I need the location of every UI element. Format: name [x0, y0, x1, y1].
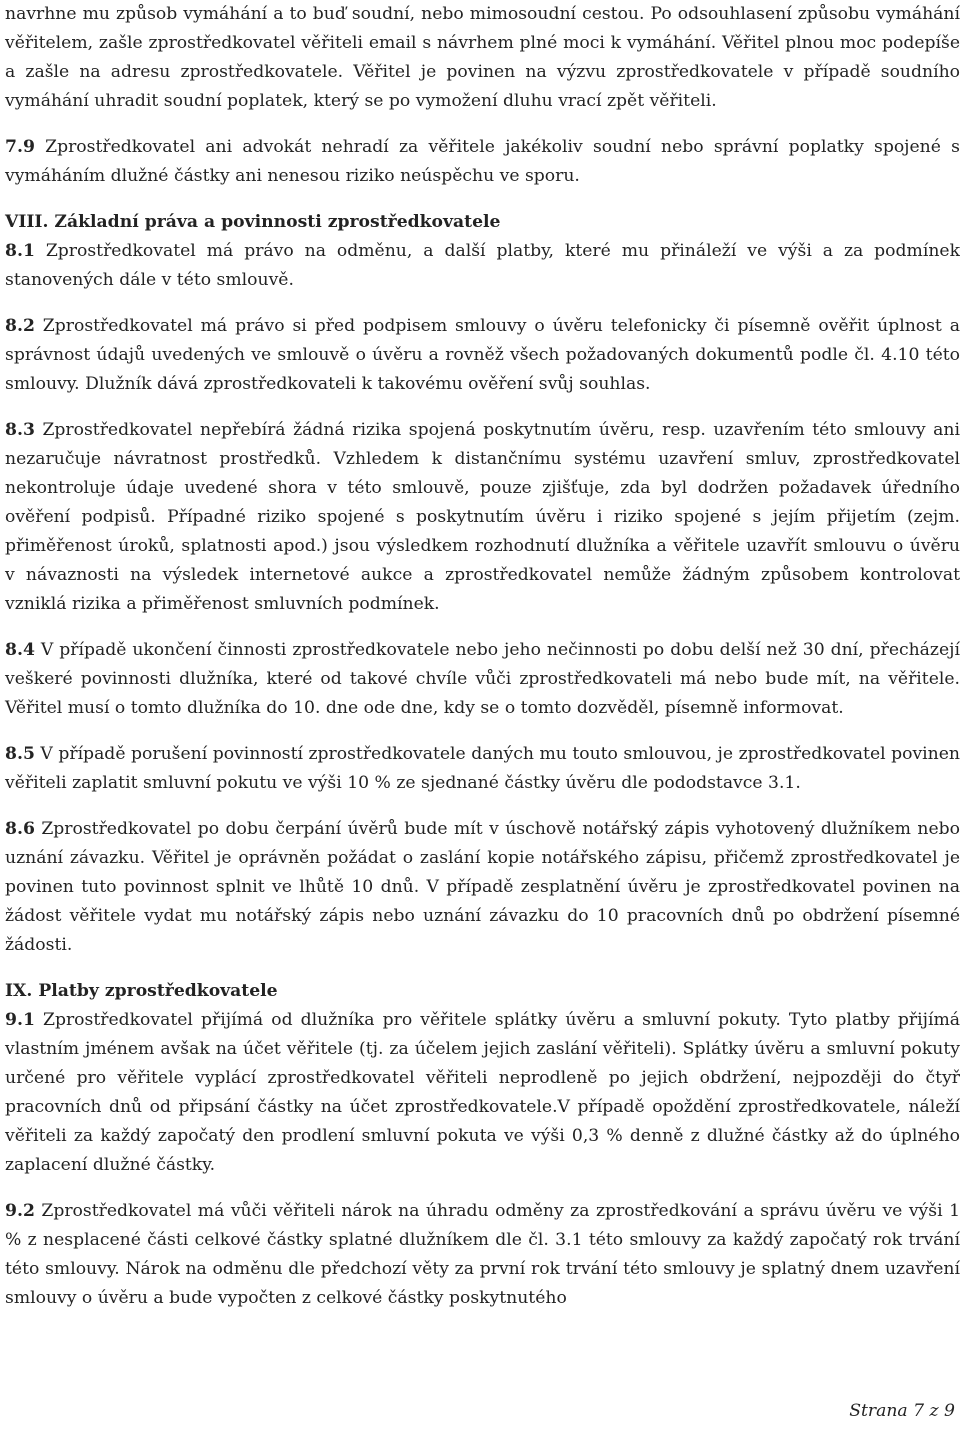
paragraph-8-3 [5, 416, 960, 619]
clause-text: Zprostředkovatel má právo na odměnu, a další platby, které mu přináleží ve výši a za podmínek stanovených dále v této smlouvě. [5, 241, 960, 290]
clause-number: 8.3 [5, 420, 35, 440]
clause-number: 8.2 [5, 316, 35, 336]
paragraph-7-9 [5, 133, 960, 191]
clause-text: V případě ukončení činnosti zprostředkovatele nebo jeho nečinnosti po dobu delší než 30 dní, přecházejí veškeré povinnosti dlužníka, které od takové chvíle vůči zprostředkovateli má nebo bude mít, na věřitele. Věřitel musí o tomto dlužníka do 10. dne ode dne, kdy se o tomto dozvěděl, písemně informovat. [5, 640, 960, 718]
clause-text: Zprostředkovatel nepřebírá žádná rizika spojená poskytnutím úvěru, resp. uzavřením této smlouvy ani nezaručuje návratnost prostředků. Vzhledem k distančnímu systému uzavření smluv, zprostředkovatel nekontroluje údaje uvedené shora v této smlouvě, pouze zjišťuje, zda byl dodržen požadavek úředního ověření podpisů. Případné riziko spojené s poskytnutím úvěru i riziko spojené s jejím přijetím (zejm. přiměřenost úroků, splatnosti apod.) jsou výsledkem rozhodnutí dlužníka a věřitele uzavřít smlouvu o úvěru v návaznosti na výsledek internetové aukce a zprostředkovatel nemůže žádným způsobem kontrolovat vzniklá rizika a přiměřenost smluvních podmínek. [5, 420, 960, 614]
clause-text: Zprostředkovatel po dobu čerpání úvěrů bude mít v úschově notářský zápis vyhotovený dlužníkem nebo uznání závazku. Věřitel je oprávněn požádat o zaslání kopie notářského zápisu, přičemž zprostředkovatel je povinen tuto povinnost splnit ve lhůtě 10 dnů. V případě zesplatnění úvěru je zprostředkovatel povinen na žádost věřitele vydat mu notářský zápis nebo uznání závazku do 10 pracovních dnů po obdržení písemné žádosti. [5, 819, 960, 955]
paragraph-9-2 [5, 1197, 960, 1313]
clause-number: 7.9 [5, 137, 35, 157]
document-page [5, 0, 960, 1313]
clause-number: 9.2 [5, 1201, 35, 1221]
paragraph-8-6 [5, 815, 960, 960]
section-heading-ix: IX. Platby zprostředkovatele [5, 981, 278, 1001]
clause-number: 8.4 [5, 640, 35, 660]
clause-text: Zprostředkovatel ani advokát nehradí za věřitele jakékoliv soudní nebo správní poplatky spojené s vymáháním dlužné částky ani nenesou riziko neúspěchu ve sporu. [5, 137, 960, 186]
clause-number: 8.6 [5, 819, 35, 839]
paragraph-8-4 [5, 636, 960, 723]
clause-text: V případě porušení povinností zprostředkovatele daných mu touto smlouvou, je zprostředkovatel povinen věřiteli zaplatit smluvní pokutu ve výši 10 % ze sjednané částky úvěru dle pododstavce 3.1. [5, 744, 960, 793]
clause-number: 8.5 [5, 744, 35, 764]
clause-number: 9.1 [5, 1010, 35, 1030]
paragraph-8-2 [5, 312, 960, 399]
section-heading-viii: VIII. Základní práva a povinnosti zprostředkovatele [5, 212, 501, 232]
clause-text: Zprostředkovatel přijímá od dlužníka pro věřitele splátky úvěru a smluvní pokuty. Tyto platby přijímá vlastním jménem avšak na účet věřitele (tj. za účelem jejich zaslání věřiteli). Splátky úvěru a smluvní pokuty určené pro věřitele vyplácí zprostředkovatel věřiteli neprodleně po jejich obdržení, nejpozději do čtyř pracovních dnů od připsání částky na účet zprostředkovatele.V případě opoždění zprostředkovatele, náleží věřiteli za každý započatý den prodlení smluvní pokuta ve výši 0,3 % denně z dlužné částky až do úplného zaplacení dlužné částky. [5, 1010, 960, 1175]
paragraph-8-5 [5, 740, 960, 798]
paragraph-9-1 [5, 1006, 960, 1180]
clause-text: Zprostředkovatel má vůči věřiteli nárok na úhradu odměny za zprostředkování a správu úvěru ve výši 1 % z nesplacené části celkové částky splatné dlužníkem dle čl. 3.1 této smlouvy za každý započatý rok trvání této smlouvy. Nárok na odměnu dle předchozí věty za první rok trvání této smlouvy je splatný dnem uzavření smlouvy o úvěru a bude vypočten z celkové částky poskytnutého [5, 1201, 960, 1308]
page-number-footer: Strana 7 z 9 [849, 1401, 955, 1421]
clause-number: 8.1 [5, 241, 35, 261]
clause-text: Zprostředkovatel má právo si před podpisem smlouvy o úvěru telefonicky či písemně ověřit úplnost a správnost údajů uvedených ve smlouvě o úvěru a rovněž všech požadovaných dokumentů podle čl. 4.10 této smlouvy. Dlužník dává zprostředkovateli k takovému ověření svůj souhlas. [5, 316, 960, 394]
paragraph-8-1 [5, 237, 960, 295]
paragraph-intro: navrhne mu způsob vymáhání a to buď soudní, nebo mimosoudní cestou. Po odsouhlasení způsobu vymáhání věřitelem, zašle zprostředkovatel věřiteli email s návrhem plné moci k vymáhání. Věřitel plnou moc podepíše a zašle na adresu zprostředkovatele. Věřitel je povinen na výzvu zprostředkovatele v případě soudního vymáhání uhradit soudní poplatek, který se po vymožení dluhu vrací zpět věřiteli. [5, 4, 960, 111]
